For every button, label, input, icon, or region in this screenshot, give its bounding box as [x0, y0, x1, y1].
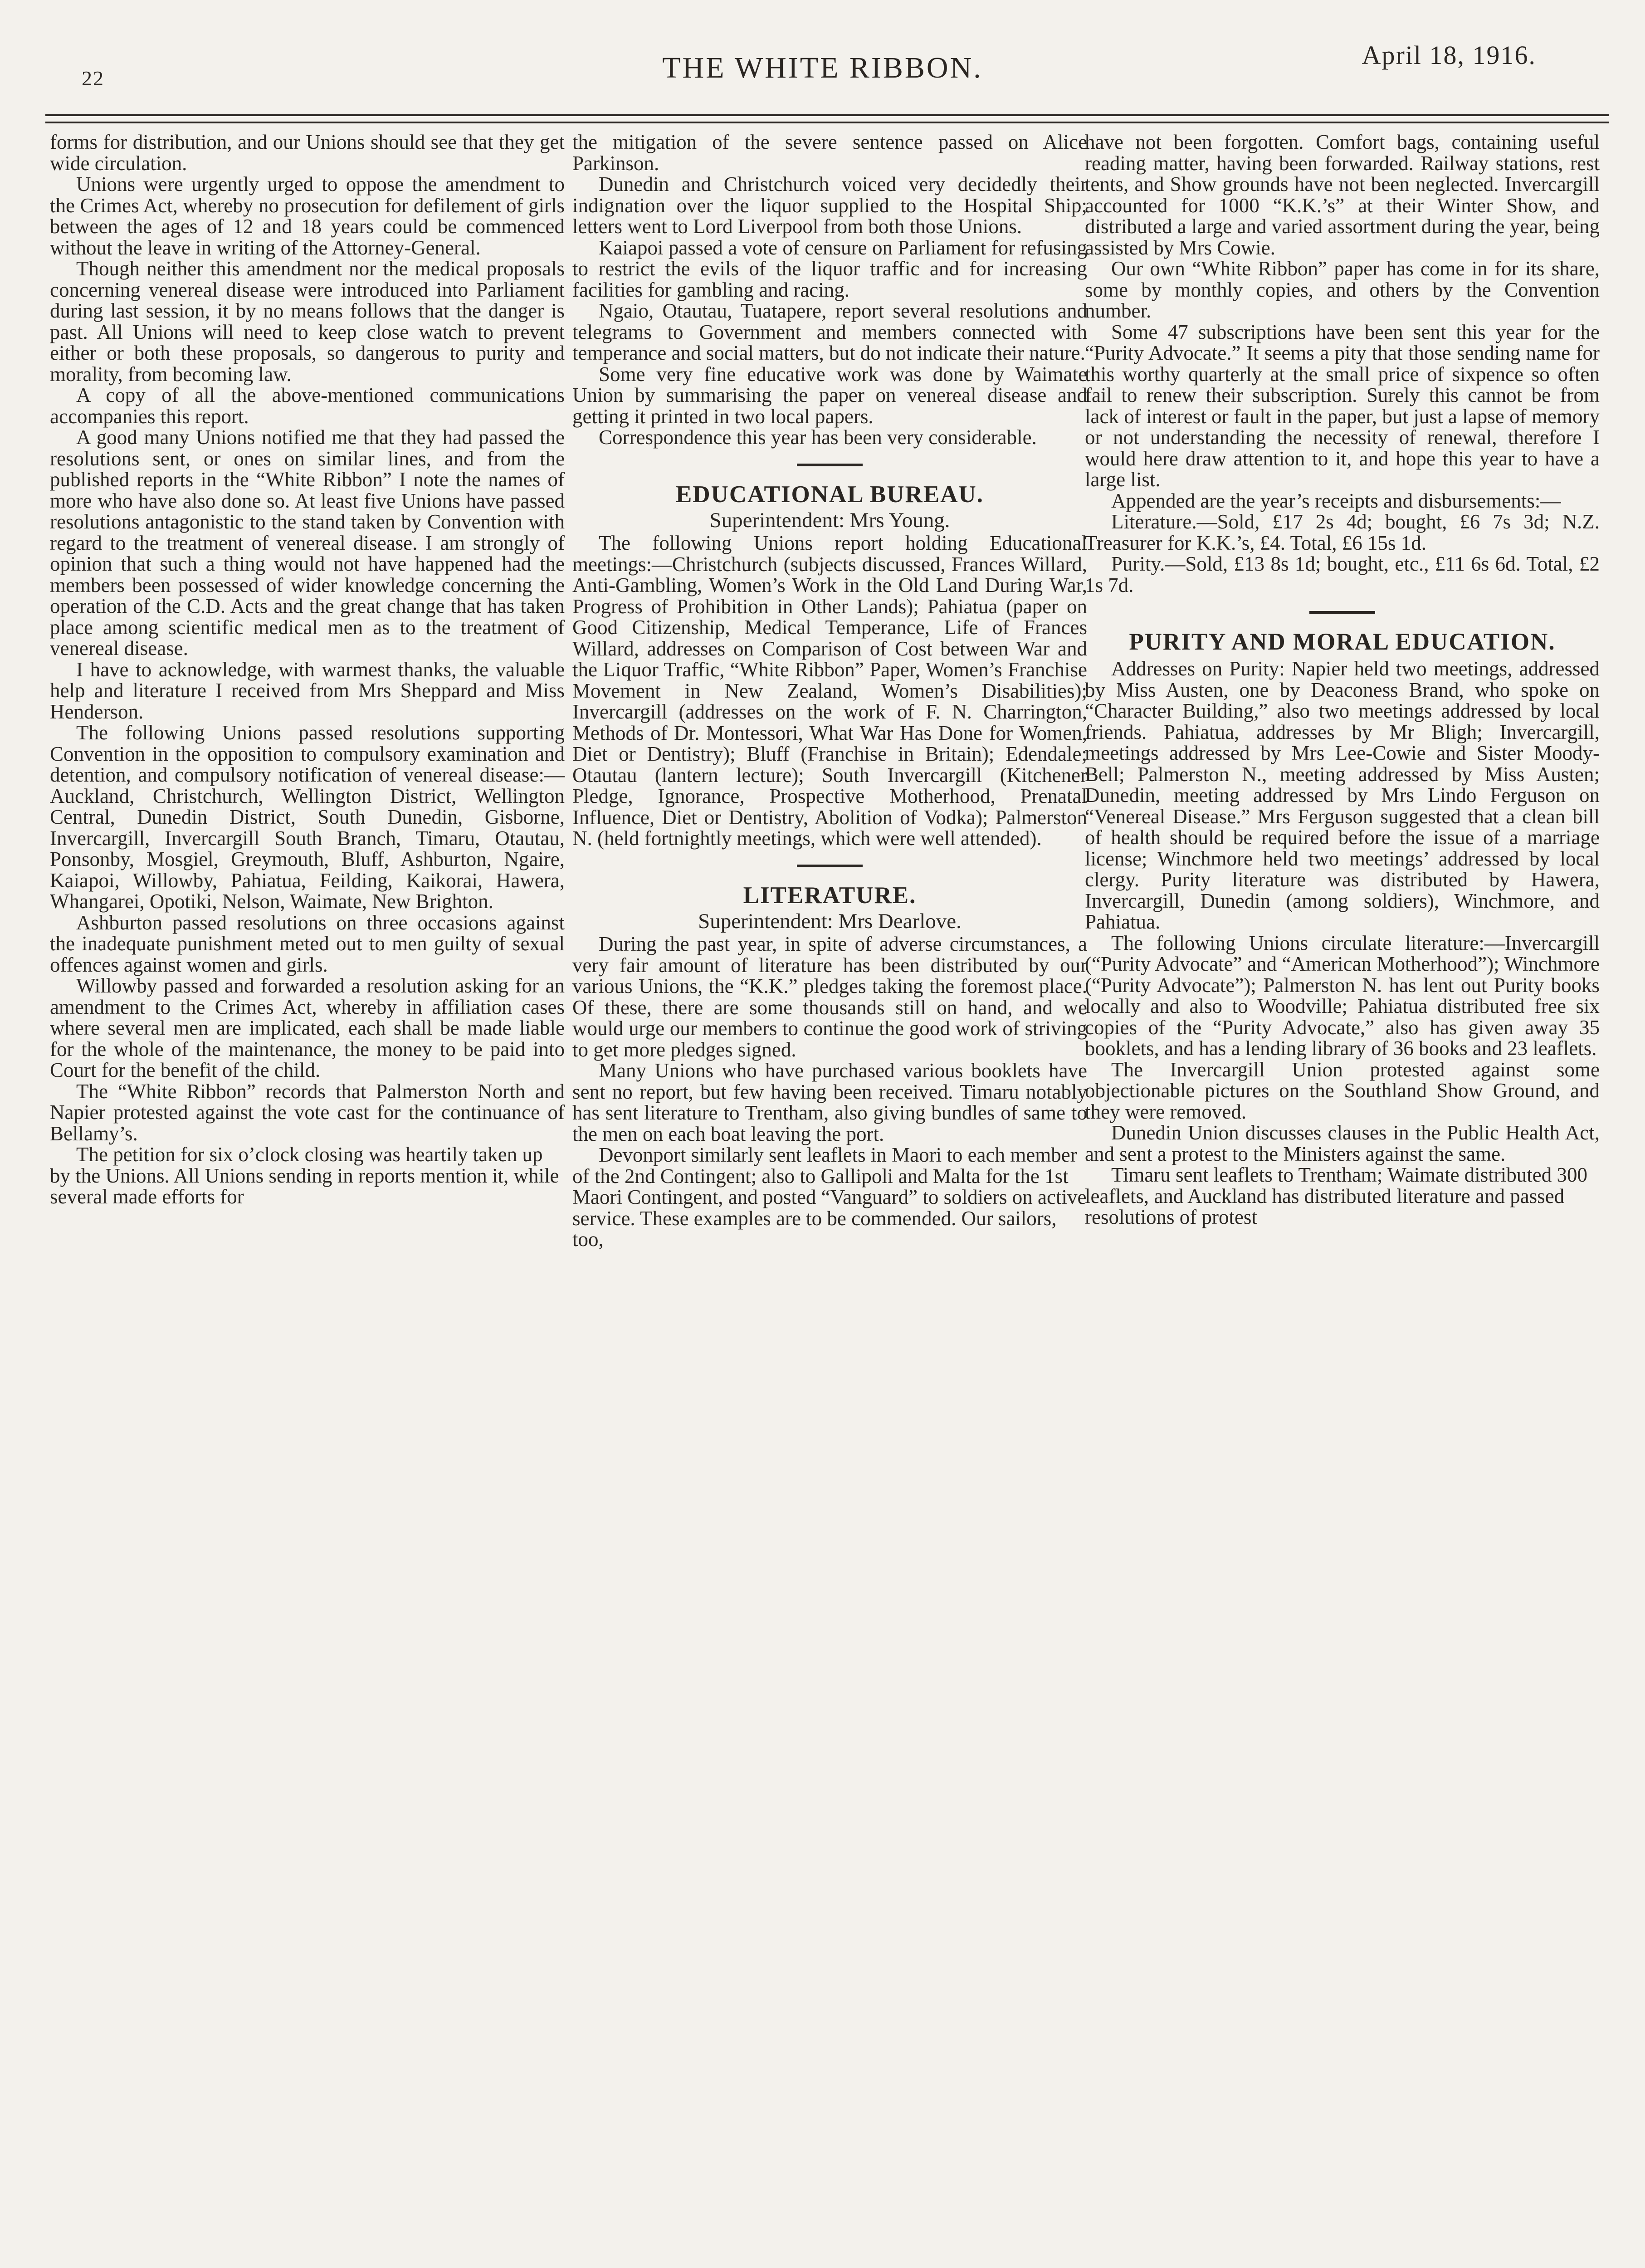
- paragraph: Willowby passed and forwarded a resolution asking for an amendment to the Crimes Act, whereby in affiliation cases where several men are implicated, each shall be made liable for the whole of the maintenance, the money to be paid into Court for the benefit of the child.: [50, 974, 565, 1081]
- literature-heading: LITERATURE.: [743, 882, 917, 909]
- section-divider: [797, 464, 863, 466]
- paragraph: A copy of all the above-mentioned communications accompanies this report.: [50, 384, 565, 428]
- educational-superintendent: Superintendent: Mrs Young.: [709, 508, 950, 532]
- purity-heading: PURITY AND MORAL EDUCATION.: [1129, 629, 1556, 655]
- paragraph: have not been forgotten. Comfort bags, containing useful reading matter, having been forwarded. Railway stations, rest tents, and Show grounds have not been neglected. Invercargill accounted for 1000 “K.K.’s” at their Winter Show, and distributed a large and varied assortment during the year, being assisted by Mrs Cowie.: [1085, 131, 1600, 259]
- paragraph: Many Unions who have purchased various booklets have sent no report, but few having been received. Timaru notably has sent literature to Trentham, also giving bundles of same to the men on each boat leaving the port.: [572, 1059, 1087, 1145]
- paragraph: Correspondence this year has been very considerable.: [599, 426, 1037, 449]
- paragraph: Dunedin Union discusses clauses in the Public Health Act, and sent a protest to the Ministers against the same.: [1085, 1121, 1600, 1165]
- page-number: 22: [82, 67, 104, 90]
- educational-bureau-heading: EDUCATIONAL BUREAU.: [676, 481, 984, 508]
- paragraph: Some 47 subscriptions have been sent this year for the “Purity Advocate.” It seems a pity that those sending name for this worthy quarterly at the small price of sixpence so often fail to renew their subscription. Surely this cannot be from lack of interest or fault in the paper, but just a lapse of memory or not understanding the necessity of renewal, therefore I would here draw attention to it, and hope this year to have a large list.: [1085, 320, 1600, 491]
- column-3: [1085, 132, 1600, 1228]
- paragraph: Ashburton passed resolutions on three occasions against the inadequate punishment meted out to men guilty of sexual offences against women and girls.: [50, 911, 565, 976]
- paragraph: During the past year, in spite of adverse circumstances, a very fair amount of literature has been distributed by our various Unions, the “K.K.” pledges taking the foremost place. Of these, there are some thousands still on hand, and we would urge our members to continue the good work of striving to get more pledges signed.: [572, 933, 1087, 1061]
- paragraph: Appended are the year’s receipts and disbursements:—: [1111, 489, 1561, 512]
- section-divider: [1309, 611, 1375, 614]
- paragraph: Though neither this amendment nor the medical proposals concerning venereal disease were introduced into Parliament during last session, it by no means follows that the danger is past. All Unions will need to keep close watch to prevent either or both these proposals, so dangerous to purity and morality, from becoming law.: [50, 257, 565, 386]
- column-1: [50, 132, 565, 1207]
- issue-date: April 18, 1916.: [1362, 40, 1536, 70]
- paragraph: Devonport similarly sent leaflets in Maori to each member of the 2nd Contingent; also to Gallipoli and Malta for the 1st Maori Contingent, and posted “Vanguard” to soldiers on active service. These examples are to be commended. Our sailors, too,: [572, 1144, 1087, 1251]
- paragraph: Timaru sent leaflets to Trentham; Waimate distributed 300 leaflets, and Auckland has distributed literature and passed resolutions of protest: [1085, 1163, 1588, 1228]
- paragraph: The following Unions passed resolutions supporting Convention in the opposition to compulsory examination and detention, and compulsory notification of venereal disease:—Auckland, Christchurch, Wellington District, Wellington Central, Dunedin District, South Dunedin, Gisborne, Invercargill, Invercargill South Branch, Timaru, Otautau, Ponsonby, Mosgiel, Greymouth, Bluff, Ashburton, Ngaire, Kaiapoi, Willowby, Pahiatua, Feilding, Kaikorai, Hawera, Whangarei, Opotiki, Nelson, Waimate, New Brighton.: [50, 721, 565, 913]
- paragraph: I have to acknowledge, with warmest thanks, the valuable help and literature I received from Mrs Sheppard and Miss Henderson.: [50, 658, 565, 723]
- paragraph: A good many Unions notified me that they had passed the resolutions sent, or ones on similar lines, and from the published reports in the “White Ribbon” I note the names of more who have also done so. At least five Unions have passed resolutions antagonistic to the stand taken by Convention with regard to the treatment of venereal disease. I am strongly of opinion that such a thing would not have happened had the members been possessed of wider knowledge concerning the operation of the C.D. Acts and the great change that has taken place among scientific medical men as to the treatment of venereal disease.: [50, 426, 565, 660]
- paragraph: forms for distribution, and our Unions should see that they get wide circulation.: [50, 131, 565, 175]
- paragraph: The Invercargill Union protested against some objectionable pictures on the Southland Show Ground, and they were removed.: [1085, 1058, 1600, 1123]
- paragraph: The following Unions report holding Educational meetings:—Christchurch (subjects discussed, Frances Willard, Anti-Gambling, Women’s Work in the Old Land During War, Progress of Prohibition in Other Lands); Pahiatua (paper on Good Citizenship, Medical Temperance, Life of Frances Willard, addresses on Comparison of Cost between War and the Liquor Traffic, “White Ribbon” Paper, Women’s Franchise Movement in New Zealand, Women’s Disabilities); Invercargill (addresses on the work of F. N. Charrington, Methods of Dr. Montessori, What War Has Done for Women, Diet or Dentistry); Bluff (Franchise in Britain); Edendale; Otautau (lantern lecture); South Invercargill (Kitchener Pledge, Ignorance, Prospective Motherhood, Prenatal Influence, Diet or Dentistry, Abolition of Vodka); Palmerston N. (held fortnightly meetings, which were well attended).: [572, 532, 1087, 850]
- paragraph: The following Unions circulate literature:—Invercargill (“Purity Advocate” and “American Motherhood”); Winchmore (“Purity Advocate”); Palmerston N. has lent out Purity books locally and also to Woodville; Pahiatua distributed free six copies of the “Purity Advocate,” also has given away 35 booklets, and has a lending library of 36 books and 23 leaflets.: [1085, 931, 1600, 1060]
- paragraph: Addresses on Purity: Napier held two meetings, addressed by Miss Austen, one by Deaconess Brand, who spoke on “Character Building,” also two meetings addressed by local friends. Pahiatua, addresses by Mr Bligh; Invercargill, meetings addressed by Mrs Lee-Cowie and Sister Moody-Bell; Palmerston N., meeting addressed by Miss Austen; Dunedin, meeting addressed by Mrs Lindo Ferguson on “Venereal Disease.” Mrs Ferguson suggested that a clean bill of health should be required before the issue of a marriage license; Winchmore held two meetings’ addressed by local clergy. Purity literature was distributed by Hawera, Invercargill, Dunedin (among soldiers), Winchmore, and Pahiatua.: [1085, 657, 1600, 933]
- paragraph: Some very fine educative work was done by Waimate Union by summarising the paper on venereal disease and getting it printed in two local papers.: [572, 362, 1087, 428]
- paragraph: Purity.—Sold, £13 8s 1d; bought, etc., £11 6s 6d. Total, £2 1s 7d.: [1085, 552, 1600, 596]
- paragraph: Literature.—Sold, £17 2s 4d; bought, £6 7s 3d; N.Z. Treasurer for K.K.’s, £4. Total, £6 15s 1d.: [1085, 510, 1600, 554]
- column-2: [572, 132, 1087, 1250]
- paragraph: The petition for six o’clock closing was heartily taken up by the Unions. All Unions sending in reports mention it, while several made efforts for: [50, 1143, 559, 1208]
- paragraph: Dunedin and Christchurch voiced very decidedly their indignation over the liquor supplied to the Hospital Ship; letters went to Lord Liverpool from both those Unions.: [572, 173, 1087, 238]
- page-header: [0, 40, 1645, 112]
- paragraph: the mitigation of the severe sentence passed on Alice Parkinson.: [572, 131, 1087, 175]
- paragraph: Ngaio, Otautau, Tuatapere, report several resolutions and telegrams to Government and members connected with temperance and social matters, but do not indicate their nature.: [572, 299, 1087, 364]
- paragraph: Unions were urgently urged to oppose the amendment to the Crimes Act, whereby no prosecution for defilement of girls between the ages of 12 and 18 years could be commenced without the leave in writing of the Attorney-General.: [50, 173, 565, 259]
- paragraph: Our own “White Ribbon” paper has come in for its share, some by monthly copies, and others by the Convention number.: [1085, 257, 1600, 322]
- paragraph: Kaiapoi passed a vote of censure on Parliament for refusing to restrict the evils of the liquor traffic and for increasing facilities for gambling and racing.: [572, 236, 1087, 301]
- header-rule: [45, 114, 1609, 123]
- masthead-title: THE WHITE RIBBON.: [662, 51, 983, 84]
- section-divider: [797, 865, 863, 867]
- paragraph: The “White Ribbon” records that Palmerston North and Napier protested against the vote cast for the continuance of Bellamy’s.: [50, 1080, 565, 1145]
- literature-superintendent: Superintendent: Mrs Dearlove.: [698, 909, 962, 933]
